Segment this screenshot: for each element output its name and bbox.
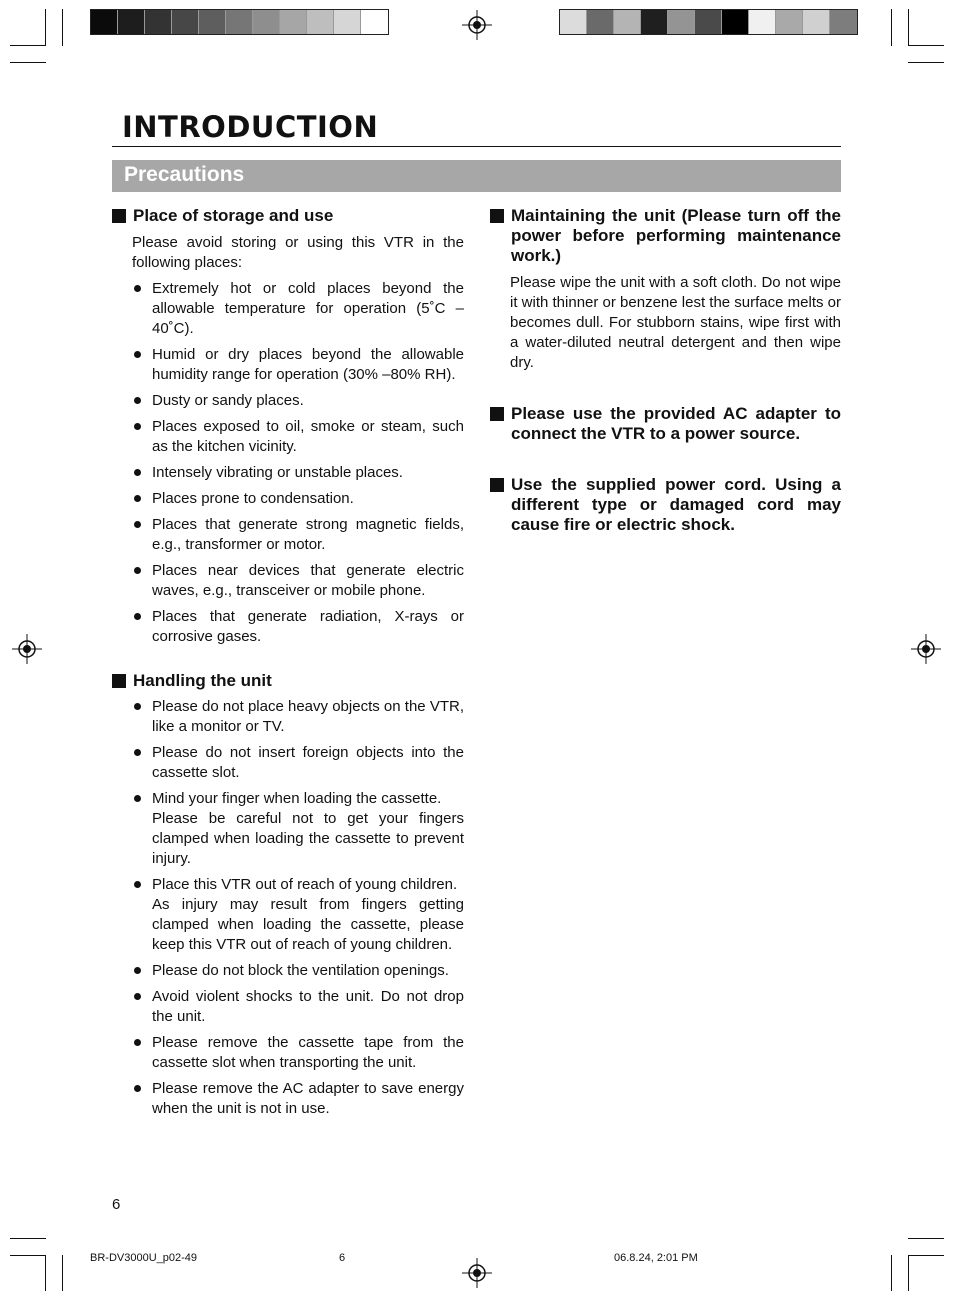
color-bar-left-swatch	[145, 10, 172, 34]
color-bar-left	[90, 9, 389, 35]
color-bar-left-swatch	[253, 10, 280, 34]
color-bar-left-swatch	[307, 10, 334, 34]
right-column	[490, 206, 841, 535]
color-bar-right-swatch	[803, 10, 830, 34]
footer-sheet: 6	[339, 1252, 346, 1264]
color-bar-right-swatch	[668, 10, 695, 34]
handling-item-text: Please do not place heavy objects on the VTR, like a monitor or TV.	[152, 698, 464, 735]
color-bar-right-swatch	[776, 10, 803, 34]
storage-item: Dusty or sandy places.	[112, 391, 464, 411]
handling-item-text: Please remove the AC adapter to save energy when the unit is not in use.	[152, 1080, 464, 1117]
handling-item	[112, 875, 464, 955]
handling-item-text: Avoid violent shocks to the unit. Do not drop the unit.	[152, 988, 464, 1025]
footer-file: BR-DV3000U_p02-49	[90, 1252, 198, 1264]
color-bar-left-swatch	[91, 10, 118, 34]
color-bar-right-swatch	[830, 10, 857, 34]
page-number: 6	[112, 1196, 121, 1213]
color-bar-left-swatch	[226, 10, 253, 34]
storage-item: Places exposed to oil, smoke or steam, such as the kitchen vicinity.	[112, 417, 464, 457]
storage-item: Places near devices that generate electric waves, e.g., transceiver or mobile phone.	[112, 561, 464, 601]
registration-mark-top-icon	[462, 10, 492, 40]
handling-item	[112, 987, 464, 1027]
color-bar-left-swatch	[361, 10, 388, 34]
color-bar-left-swatch	[280, 10, 307, 34]
footer-timestamp: 06.8.24, 2:01 PM	[614, 1252, 698, 1264]
storage-item: Extremely hot or cold places beyond the allowable temperature for operation (5˚C – 40˚C).	[112, 279, 464, 339]
storage-item: Places that generate radiation, X-rays or corrosive gases.	[112, 607, 464, 647]
registration-mark-bottom-icon	[462, 1258, 492, 1288]
storage-list	[112, 279, 464, 647]
handling-item-text: Place this VTR out of reach of young children.	[152, 876, 458, 893]
section-title: Precautions	[124, 163, 245, 186]
color-bar-left-swatch	[118, 10, 145, 34]
color-bar-right-swatch	[695, 10, 722, 34]
maintain-heading: Maintaining the unit (Please turn off the power before performing maintenance work.)	[490, 206, 841, 266]
handling-item	[112, 789, 464, 869]
handling-list	[112, 697, 464, 1119]
page-title: INTRODUCTION	[122, 110, 379, 144]
storage-item: Humid or dry places beyond the allowable humidity range for operation (30% –80% RH).	[112, 345, 464, 385]
maintain-body: Please wipe the unit with a soft cloth. Do not wipe it with thinner or benzene lest the surface melts or becomes dull. For stubborn stains, wipe first with a water-diluted neutral detergent and then wipe dry.	[510, 274, 841, 371]
color-bar-right	[559, 9, 858, 35]
adapter-heading: Please use the provided AC adapter to connect the VTR to a power source.	[490, 404, 841, 444]
handling-heading: Handling the unit	[112, 671, 464, 691]
storage-item: Places prone to condensation.	[112, 489, 464, 509]
color-bar-right-swatch	[560, 10, 587, 34]
handling-item-detail: As injury may result from fingers getting clamped when loading the cassette, please keep this VTR out of reach of young children.	[152, 896, 464, 953]
handling-item	[112, 1033, 464, 1073]
handling-item-text: Please remove the cassette tape from the cassette slot when transporting the unit.	[152, 1034, 464, 1071]
storage-intro: Please avoid storing or using this VTR in the following places:	[132, 234, 464, 271]
color-bar-left-swatch	[172, 10, 199, 34]
handling-item	[112, 961, 464, 981]
handling-item-detail: Please be careful not to get your fingers clamped when loading the cassette to prevent injury.	[152, 810, 464, 867]
registration-mark-left-icon	[12, 634, 42, 664]
color-bar-right-swatch	[587, 10, 614, 34]
color-bar-right-swatch	[749, 10, 776, 34]
color-bar-right-swatch	[722, 10, 749, 34]
cord-heading: Use the supplied power cord. Using a different type or damaged cord may cause fire or electric shock.	[490, 475, 841, 535]
left-column	[112, 206, 464, 1125]
title-divider	[112, 146, 841, 147]
color-bar-left-swatch	[199, 10, 226, 34]
handling-item	[112, 1079, 464, 1119]
handling-item-text: Mind your finger when loading the cassette.	[152, 790, 442, 807]
storage-item: Places that generate strong magnetic fields, e.g., transformer or motor.	[112, 515, 464, 555]
storage-item: Intensely vibrating or unstable places.	[112, 463, 464, 483]
handling-item	[112, 697, 464, 737]
handling-item-text: Please do not insert foreign objects into the cassette slot.	[152, 744, 464, 781]
storage-heading: Place of storage and use	[112, 206, 464, 226]
color-bar-left-swatch	[334, 10, 361, 34]
registration-mark-right-icon	[911, 634, 941, 664]
handling-item-text: Please do not block the ventilation openings.	[152, 962, 449, 979]
handling-item	[112, 743, 464, 783]
color-bar-right-swatch	[641, 10, 668, 34]
color-bar-right-swatch	[614, 10, 641, 34]
